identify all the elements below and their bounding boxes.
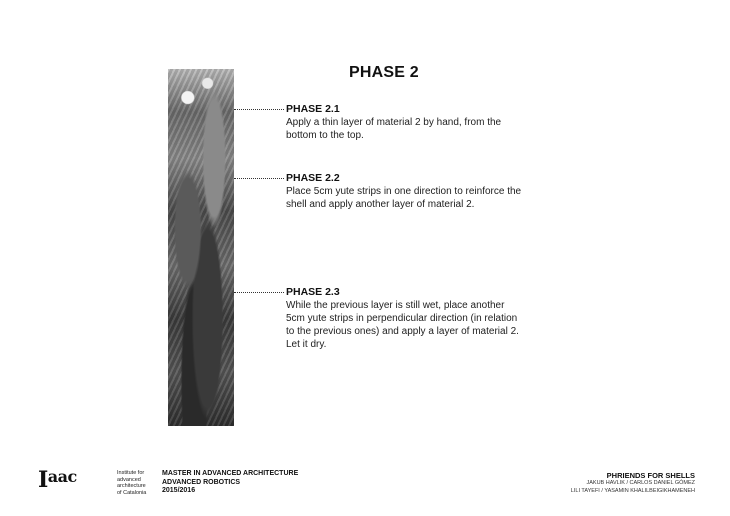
step-description: Place 5cm yute strips in one direction to reinforce the shell and apply another layer of material 2.: [286, 186, 522, 210]
program-info: MASTER IN ADVANCED ARCHITECTURE ADVANCED ROBOTICS 2015/2016: [162, 470, 299, 494]
step-title: PHASE 2.2: [286, 172, 340, 184]
page-title: PHASE 2: [349, 64, 419, 81]
iaac-logo: $I^{aac}$: [38, 467, 77, 493]
step-title: PHASE 2.3: [286, 286, 340, 298]
leader-line-2-1: [234, 109, 284, 110]
step-2-3: [286, 286, 526, 351]
institute-name: Institute for advanced architecture of Catalonia: [117, 470, 147, 496]
project-title: PHRIENDS FOR SHELLS: [606, 471, 695, 480]
project-info: [571, 471, 695, 495]
authors-line: LILI TAYEFI / YASAMIN KHALILBEIGIKHAMENEH: [570, 487, 695, 494]
leader-line-2-2: [234, 178, 284, 179]
step-2-1: [286, 103, 526, 142]
step-description: While the previous layer is still wet, place another 5cm yute strips in perpendicular direction (in relation to the previous ones) and apply a layer of material 2. Let it dry.: [286, 300, 519, 350]
step-title: PHASE 2.1: [286, 103, 340, 115]
leader-line-2-3: [234, 292, 284, 293]
step-description: Apply a thin layer of material 2 by hand, from the bottom to the top.: [286, 117, 502, 141]
plaster-surface-photo: [168, 69, 234, 426]
authors-line: JAKUB HAVLIK / CARLOS DANIEL GÓMEZ: [586, 480, 695, 486]
step-2-2: [286, 172, 526, 211]
